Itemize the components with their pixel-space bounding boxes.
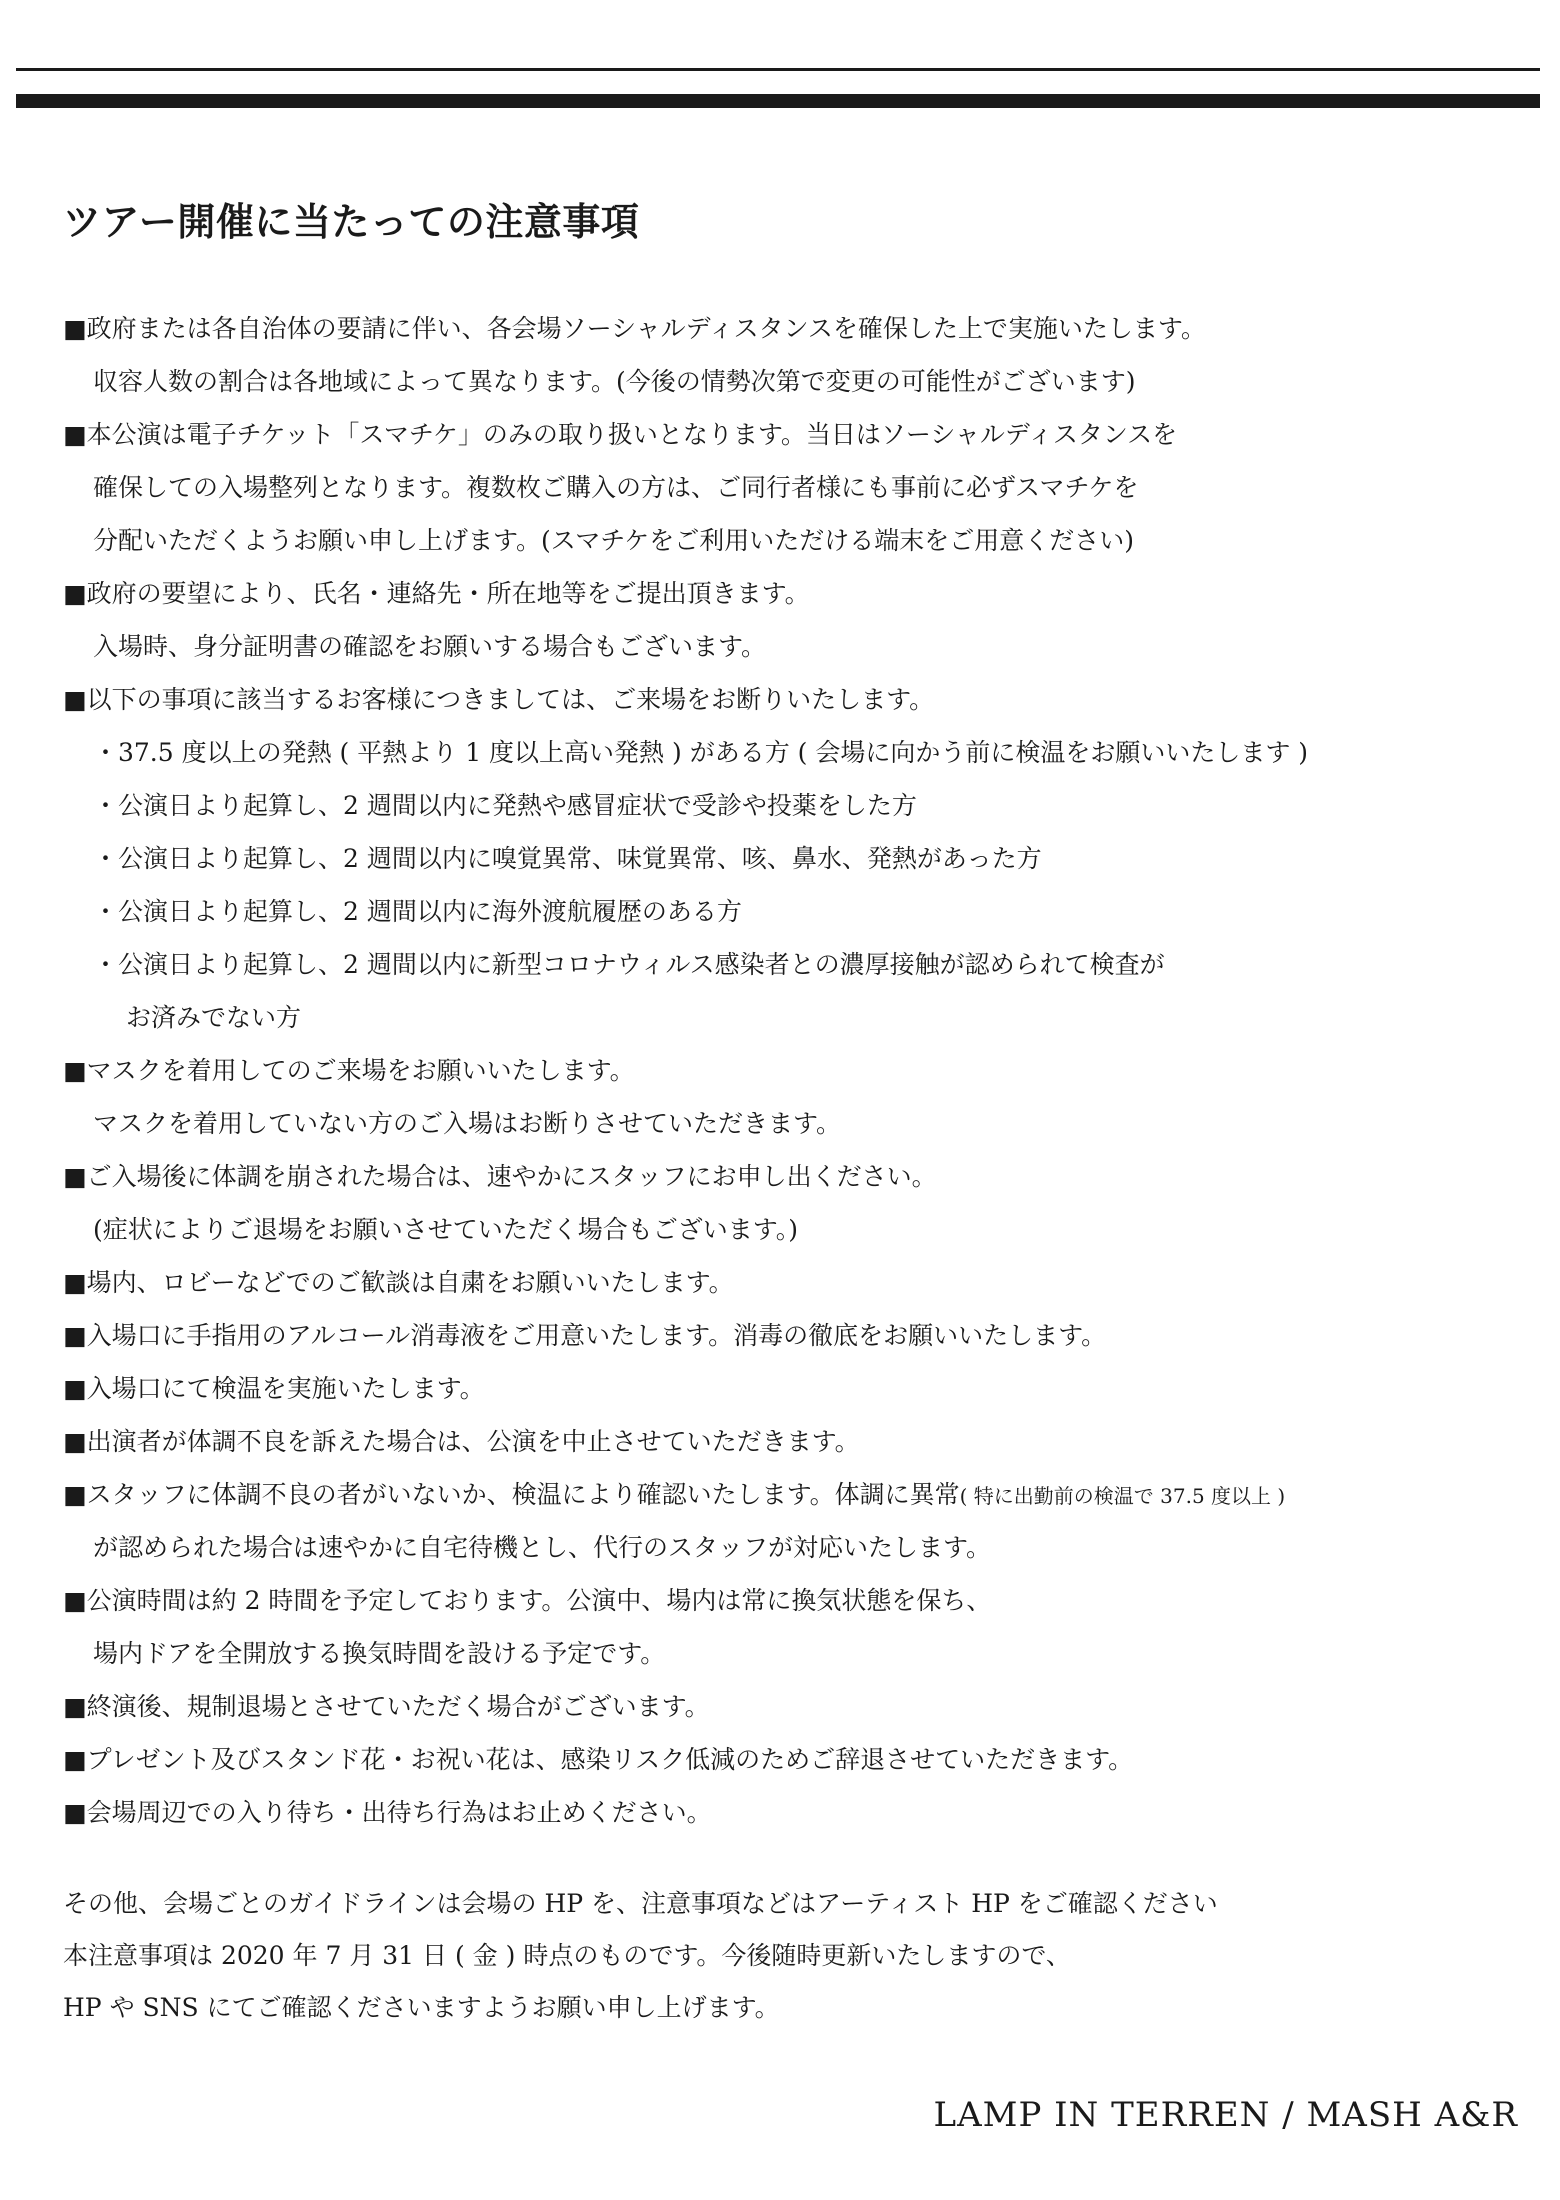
notice-item: ■会場周辺での入り待ち・出待ち行為はお止めください。 [63,1798,712,1827]
notice-item: ■場内、ロビーなどでのご歓談は自粛をお願いいたします。 [63,1268,734,1297]
notice-item-continuation: 確保しての入場整列となります。複数枚ご購入の方は、ご同行者様にも事前に必ずスマチケを [93,473,1139,502]
notice-list [63,302,1543,1839]
notice-item: ■以下の事項に該当するお客様につきましては、ご来場をお断りいたします。 [63,685,935,714]
sub-item-continuation: お済みでない方 [126,1003,302,1032]
notice-item: ■プレゼント及びスタンド花・お祝い花は、感染リスク低減のためご辞退させていただきます。 [63,1745,1134,1774]
notice-item-continuation: が認められた場合は速やかに自宅待機とし、代行のスタッフが対応いたします。 [93,1533,992,1562]
sub-item: ・37.5 度以上の発熱 ( 平熱より 1 度以上高い発熱 ) がある方 ( 会場に向かう前に検温をお願いいたします ) [93,738,1309,767]
notice-item-continuation: 入場時、身分証明書の確認をお願いする場合もございます。 [93,632,767,661]
top-rule-thin [16,68,1540,71]
notice-item-continuation: マスクを着用していない方のご入場はお断りさせていただきます。 [93,1109,842,1138]
notice-item-text: ■スタッフに体調不良の者がいないか、検温により確認いたします。体調に異常 [63,1480,960,1509]
notice-item: ■ご入場後に体調を崩された場合は、速やかにスタッフにお申し出ください。 [63,1162,937,1191]
sub-item: ・公演日より起算し、2 週間以内に嗅覚異常、味覚異常、咳、鼻水、発熱があった方 [93,844,1042,873]
sub-item: ・公演日より起算し、2 週間以内に海外渡航履歴のある方 [93,897,742,926]
notice-item: ■政府または各自治体の要請に伴い、各会場ソーシャルディスタンスを確保した上で実施いたします。 [63,314,1206,343]
notice-item: ■マスクを着用してのご来場をお願いいたします。 [63,1056,635,1085]
footer-line: その他、会場ごとのガイドラインは会場の HP を、注意事項などはアーティスト HP をご確認ください [63,1889,1218,1918]
top-rule-thick [16,94,1540,108]
notice-item-continuation: 分配いただくようお願い申し上げます。(スマチケをご利用いただける端末をご用意ください) [93,526,1135,555]
footer-line: 本注意事項は 2020 年 7 月 31 日 ( 金 ) 時点のものです。今後随時更新いたしますので、 [63,1941,1071,1970]
page-title: ツアー開催に当たっての注意事項 [63,199,640,244]
notice-item [63,1468,1543,1521]
notice-item: ■終演後、規制退場とさせていただく場合がございます。 [63,1692,710,1721]
notice-item: ■出演者が体調不良を訴えた場合は、公演を中止させていただきます。 [63,1427,860,1456]
notice-item-continuation: 収容人数の割合は各地域によって異なります。(今後の情勢次第で変更の可能性がございます) [93,367,1136,396]
notice-item: ■公演時間は約 2 時間を予定しております。公演中、場内は常に換気状態を保ち、 [63,1586,992,1615]
notice-item: ■本公演は電子チケット「スマチケ」のみの取り扱いとなります。当日はソーシャルディスタンスを [63,420,1178,449]
footer-line: HP や SNS にてご確認くださいますようお願い申し上げます。 [63,1993,780,2022]
footer-notes [63,1878,1503,2034]
notice-item: ■入場口に手指用のアルコール消毒液をご用意いたします。消毒の徹底をお願いいたします。 [63,1321,1107,1350]
notice-item: ■政府の要望により、氏名・連絡先・所在地等をご提出頂きます。 [63,579,810,608]
credit-line: LAMP IN TERREN / MASH A&R [933,2095,1518,2135]
notice-item-continuation: (症状によりご退場をお願いさせていただく場合もございます。) [93,1215,799,1244]
notice-item-continuation: 場内ドアを全開放する換気時間を設ける予定です。 [93,1639,666,1668]
notice-item-aside: ( 特に出勤前の検温で 37.5 度以上 ) [959,1484,1286,1508]
sub-item: ・公演日より起算し、2 週間以内に新型コロナウィルス感染者との濃厚接触が認められて検査が [93,950,1165,979]
notice-item: ■入場口にて検温を実施いたします。 [63,1374,485,1403]
sub-item: ・公演日より起算し、2 週間以内に発熱や感冒症状で受診や投薬をした方 [93,791,917,820]
